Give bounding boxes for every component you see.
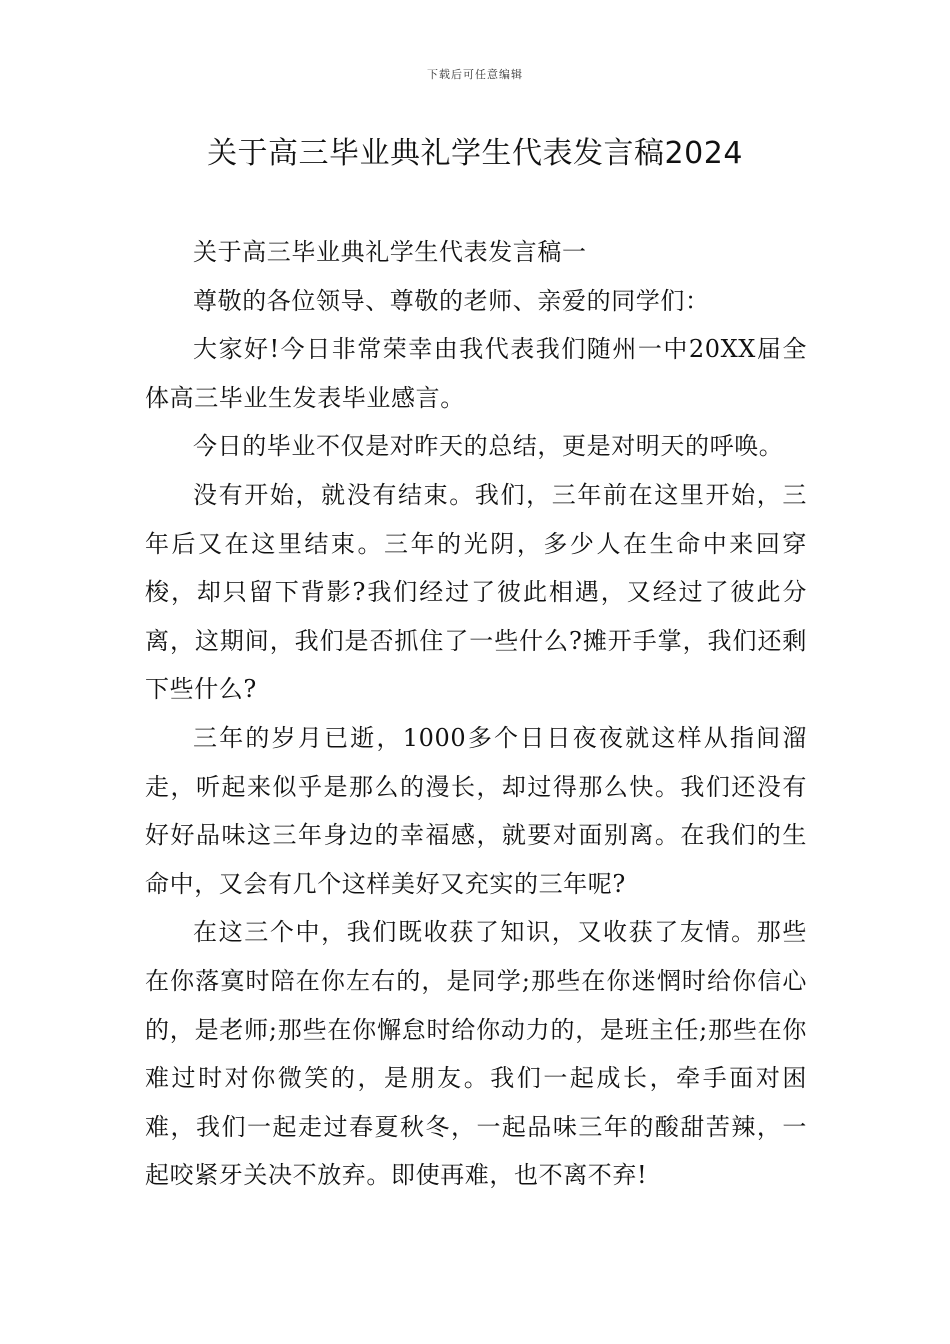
paragraph: 大家好!今日非常荣幸由我代表我们随州一中20XX届全体高三毕业生发表毕业感言。 <box>145 335 807 412</box>
paragraph: 今日的毕业不仅是对昨天的总结，更是对明天的呼唤。 <box>193 432 784 461</box>
document-body <box>145 228 807 1200</box>
header-note: 下载后可任意编辑 <box>427 68 523 81</box>
paragraph: 在这三个中，我们既收获了知识，又收获了友情。那些在你落寞时陪在你左右的，是同学;那些在你迷惘时给你信心的，是老师;那些在你懈怠时给你动力的，是班主任;那些在你难过时对你微笑的，是朋友。我们一起成长，牵手面对困难，我们一起走过春夏秋冬，一起品味三年的酸甜苦辣，一起咬紧牙关决不放弃。即使再难，也不离不弃! <box>145 918 807 1190</box>
document-title: 关于高三毕业典礼学生代表发言稿2024 <box>207 136 743 171</box>
paragraph-subtitle: 关于高三毕业典礼学生代表发言稿一 <box>193 238 587 266</box>
paragraph: 没有开始，就没有结束。我们，三年前在这里开始，三年后又在这里结束。三年的光阴，多少人在生命中来回穿梭，却只留下背影?我们经过了彼此相遇，又经过了彼此分离，这期间，我们是否抓住了一些什么?摊开手掌，我们还剩下些什么? <box>145 480 807 704</box>
paragraph: 三年的岁月已逝，1000多个日日夜夜就这样从指间溜走，听起来似乎是那么的漫长，却过得那么快。我们还没有好好品味这三年身边的幸福感，就要对面别离。在我们的生命中，又会有几个这样美好又充实的三年呢? <box>145 723 807 898</box>
paragraph-salutation: 尊敬的各位领导、尊敬的老师、亲爱的同学们： <box>193 286 710 315</box>
